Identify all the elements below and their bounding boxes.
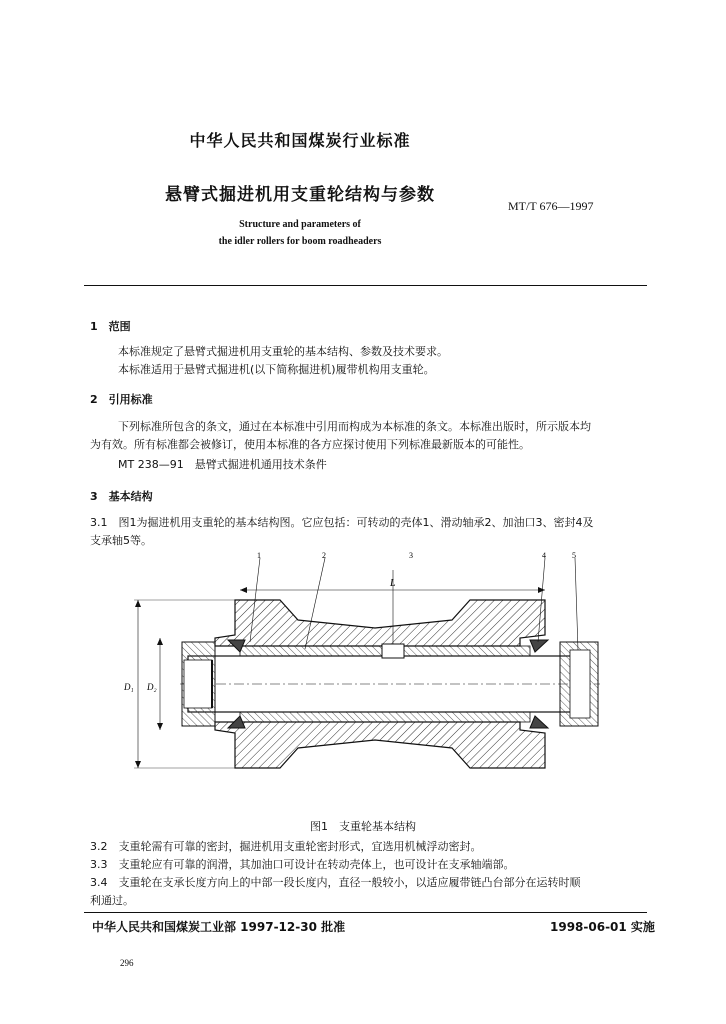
section-1-heading: 1 范围	[90, 320, 131, 333]
org-title: 中华人民共和国煤炭行业标准	[189, 131, 411, 150]
standard-code: MT/T 676—1997	[508, 199, 594, 213]
callout-2: 2	[322, 551, 326, 560]
shell-upper	[215, 600, 545, 646]
section-3-2: 3.2 支重轮需有可靠的密封，掘进机用支重轮密封形式，宜选用机械浮动密封。	[90, 840, 482, 853]
document-title: 悬臂式掘进机用支重轮结构与参数	[165, 185, 435, 205]
english-title-line1: Structure and parameters of	[239, 219, 361, 230]
section-2-heading: 2 引用标准	[90, 393, 153, 406]
section-2-reference: MT 238—91 悬臂式掘进机通用技术条件	[118, 458, 327, 471]
bearing-lower	[240, 712, 530, 722]
oil-port	[382, 644, 404, 658]
section-3-1-line1: 3.1 图1为掘进机用支重轮的基本结构图。它应包括：可转动的壳体1、滑动轴承2、加油口3、密封4及	[90, 516, 594, 529]
seal-right-lower	[530, 716, 548, 728]
callout-4: 4	[542, 551, 546, 560]
seal-right-upper	[530, 640, 548, 652]
implementation-date: 1998-06-01 实施	[550, 920, 655, 934]
section-3-4-line1: 3.4 支重轮在支承长度方向上的中部一段长度内，直径一般较小，以适应履带链凸台部分在运转时顺	[90, 876, 581, 889]
section-2-para-line1: 下列标准所包含的条文，通过在本标准中引用而构成为本标准的条文。本标准出版时，所示版本均	[118, 420, 591, 433]
idler-roller-drawing	[120, 550, 605, 818]
callout-3: 3	[409, 551, 413, 560]
shell-lower	[215, 722, 545, 768]
section-3-heading: 3 基本结构	[90, 490, 153, 503]
section-1-para-2: 本标准适用于悬臂式掘进机(以下简称掘进机)履带机构用支重轮。	[118, 363, 435, 376]
callout-1: 1	[257, 551, 261, 560]
dim-label-length: L	[390, 578, 396, 589]
figure-caption: 图1 支重轮基本结构	[310, 820, 416, 833]
dim-label-d2: D₂	[147, 682, 157, 692]
section-2-para-line2: 为有效。所有标准都会被修订，使用本标准的各方应探讨使用下列标准最新版本的可能性。	[90, 438, 530, 451]
section-3-3: 3.3 支重轮应有可靠的润滑，其加油口可设计在转动壳体上，也可设计在支承轴端部。	[90, 858, 515, 871]
header-rule	[84, 285, 647, 286]
section-3-4-line2: 利通过。	[90, 894, 134, 907]
section-1-para-1: 本标准规定了悬臂式掘进机用支重轮的基本结构、参数及技术要求。	[118, 345, 448, 358]
dim-label-d1: D₁	[124, 682, 134, 692]
page-number: 296	[120, 958, 134, 968]
footer-rule	[84, 912, 647, 913]
callout-5: 5	[572, 551, 576, 560]
section-3-1-line2: 支承轴5等。	[90, 534, 152, 547]
english-title-line2: the idler rollers for boom roadheaders	[218, 236, 382, 247]
approval-line: 中华人民共和国煤炭工业部 1997-12-30 批准	[92, 920, 346, 934]
